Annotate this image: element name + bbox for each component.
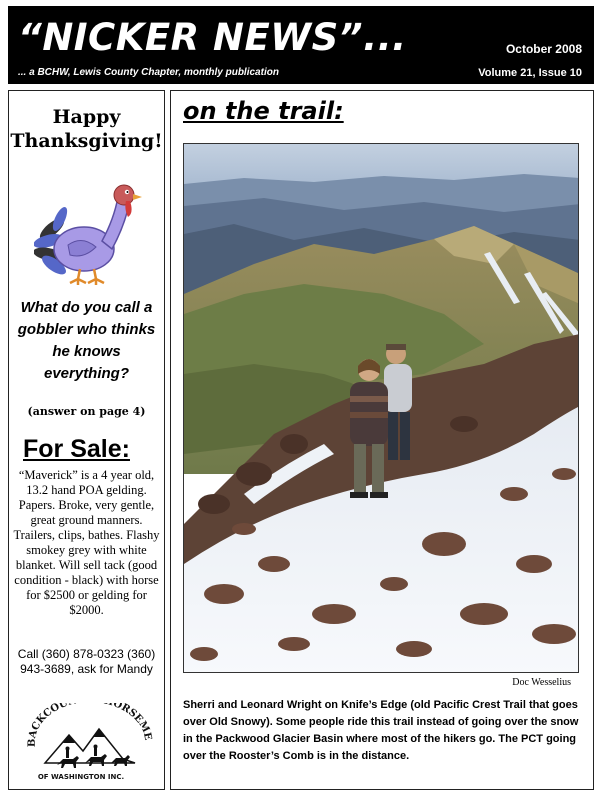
riddle-answer-note: (answer on page 4)	[27, 405, 146, 418]
masthead	[8, 6, 594, 84]
publication-subtitle: ... a BCHW, Lewis County Chapter, monthly publication	[18, 67, 279, 78]
for-sale-heading: For Sale:	[23, 435, 130, 463]
for-sale-text: “Maverick” is a 4 year old, 13.2 hand POA gelding. Papers. Broke, very gentle, great ground manners. Trailers, clips, bathes. Flashy smokey grey with white blanket. Will sell tack (good condition - black) with horse for $2500 or gelding for $2000.	[13, 468, 160, 617]
logo-bottom-text: OF WASHINGTON INC.	[37, 773, 125, 781]
thanksgiving-greeting: Happy Thanksgiving!	[10, 106, 163, 152]
contact-info: Call (360) 878-0323 (360) 943-3689, ask for Mandy	[17, 647, 156, 676]
backcountry-horsemen-logo	[23, 703, 153, 785]
volume-issue: Volume 21, Issue 10	[478, 67, 582, 79]
photo-credit: Doc Wesselius	[512, 677, 571, 688]
on-the-trail-heading: on the trail:	[183, 97, 344, 125]
turkey-icon	[34, 179, 146, 287]
riddle-question: What do you call a gobbler who thinks he knows everything?	[17, 299, 156, 382]
issue-date: October 2008	[505, 42, 582, 56]
photo-caption: Sherri and Leonard Wright on Knife’s Edge (old Pacific Crest Trail that goes over Old Snowy). Some people ride this trail instead of going over the snow in the Packwood Glacier Basin where most of the hikers go. The PCT going over the Rooster’s Comb is in the distance.	[183, 699, 579, 762]
sidebar	[8, 90, 165, 790]
trail-photo	[183, 143, 579, 673]
svg-text:BACKCOUNTRY HORSEMEN	[23, 703, 153, 747]
logo-top-text: BACKCOU ORSEME	[26, 703, 153, 748]
newsletter-title: “NICKER NEWS”...	[18, 16, 407, 59]
main-column	[170, 90, 594, 790]
